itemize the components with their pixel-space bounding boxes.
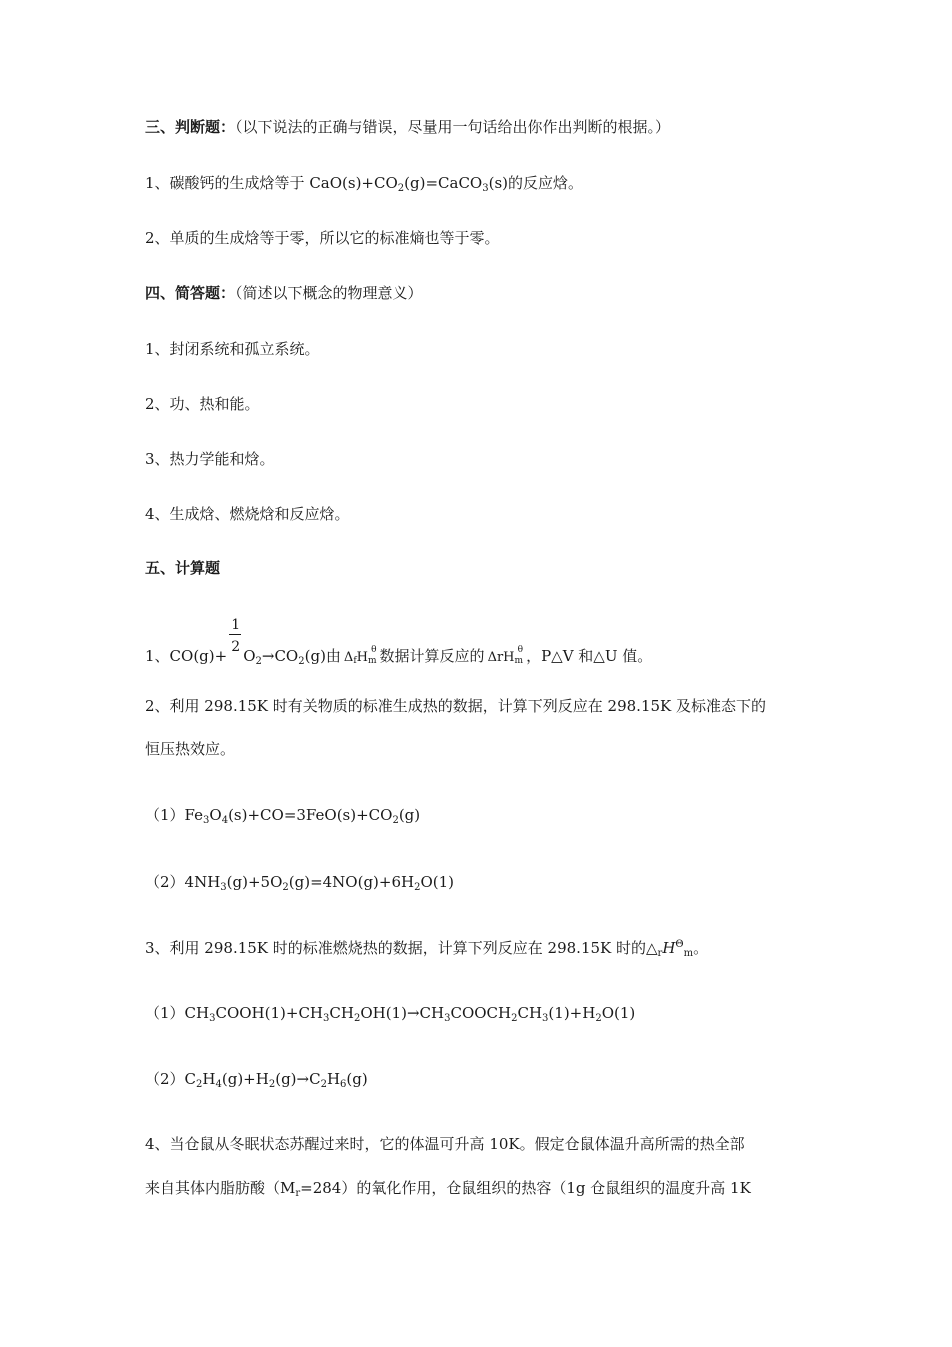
short-answer-item-2: 2、功、热和能。	[145, 395, 260, 413]
calc-item-3: 3、利用 298.15K 时的标准燃烧热的数据，计算下列反应在 298.15K 时的$\triangle_rH^\Theta_m$。	[145, 939, 709, 959]
section-5-heading: 五、计算题	[145, 559, 221, 577]
calc-item-4-line-2: 来自其体内脂肪酸$(M_r=284)$的氧化作用，仓鼠组织的热容（1g 仓鼠组织的温度升高 1K	[145, 1179, 751, 1199]
section-4-title: 四、简答题：	[145, 284, 236, 302]
judge-item-1: 1、碳酸钙的生成焓等于 $CaO(s)+CO_2(g)=CaCO_3(s)$的反应焓。	[145, 174, 584, 194]
short-answer-item-1: 1、封闭系统和孤立系统。	[145, 340, 320, 358]
section-3-heading	[145, 117, 670, 137]
calc-item-3-reaction-2: $(2)C_2H_4(g)+H_2(g)\to C_2H_6(g)$	[145, 1070, 368, 1090]
calc-item-1: 1、CO(g)+ $\frac{1}{2}$ $O_2\to CO_2(g)$由 ΔfH θ m 数据计算反应的 ΔrH θ m ，P△V 和△U 值。	[145, 641, 652, 671]
fraction-one-half: $\frac{1}{2}$	[231, 617, 241, 655]
calc-item-3-reaction-1: $(1)CH_3COOH(1)+CH_3CH_2OH(1)\to CH_3COOCH_2CH_3(1)+H_2O(1)$	[145, 1004, 636, 1024]
judge-item-2: 2、单质的生成焓等于零，所以它的标准熵也等于零。	[145, 229, 500, 247]
calc-item-2-line-2: 恒压热效应。	[145, 740, 236, 758]
delta-f-h-symbol: ΔfH θ m	[343, 645, 377, 666]
calc-item-2-reaction-1: $(1)Fe_3O_4(s)+CO=3FeO(s)+CO_2(g)$	[145, 806, 421, 826]
section-4-note: （简述以下概念的物理意义）	[235, 284, 423, 302]
section-3-note: （以下说法的正确与错误，尽量用一句话给出你作出判断的根据。）	[235, 118, 671, 136]
short-answer-item-4: 4、生成焓、燃烧焓和反应焓。	[145, 505, 350, 523]
calc-item-2-line-1: 2、利用 298.15K 时有关物质的标准生成热的数据，计算下列反应在 298.15K 及标准态下的	[145, 697, 767, 715]
section-3-title: 三、判断题：	[145, 118, 236, 136]
delta-r-h-symbol: ΔrH θ m	[487, 645, 524, 666]
calc-item-2-reaction-2: $(2)4NH_3(g)+5O_2(g)=4NO(g)+6H_2O(1)$	[145, 873, 455, 893]
short-answer-item-3: 3、热力学能和焓。	[145, 450, 275, 468]
calc-item-4-line-1: 4、当仓鼠从冬眠状态苏醒过来时，它的体温可升高 10K。假定仓鼠体温升高所需的热全部	[145, 1135, 745, 1153]
section-4-heading	[145, 283, 423, 303]
